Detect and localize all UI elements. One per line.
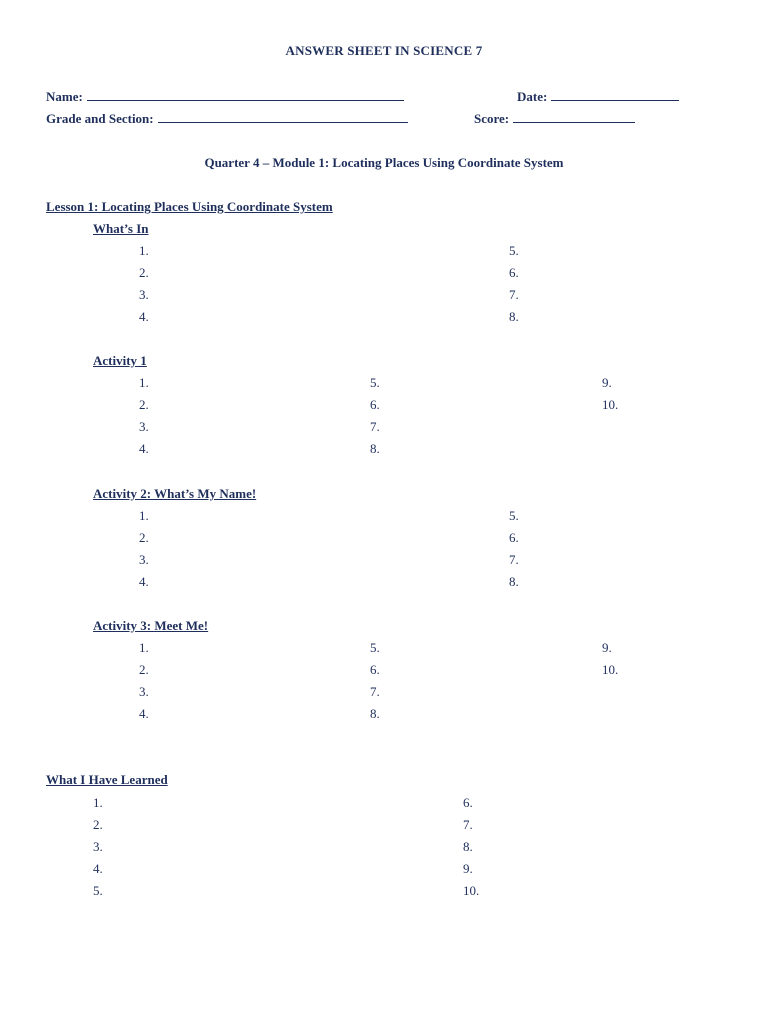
- grade-section-label: Grade and Section:: [46, 111, 154, 126]
- list-item: 3.: [93, 839, 103, 854]
- list-item: 3.: [139, 684, 149, 699]
- list-item: 5.: [509, 508, 519, 523]
- score-blank[interactable]: [513, 112, 635, 123]
- list-item: 8.: [370, 441, 380, 456]
- list-item: 9.: [602, 640, 612, 655]
- list-item: 2.: [139, 397, 149, 412]
- list-item: 5.: [93, 883, 103, 898]
- list-item: 3.: [139, 419, 149, 434]
- list-item: 6.: [509, 530, 519, 545]
- list-item: 1.: [139, 508, 149, 523]
- list-item: 1.: [139, 243, 149, 258]
- name-field[interactable]: [46, 89, 404, 105]
- score-field[interactable]: [474, 111, 635, 127]
- activity-1-heading: Activity 1: [93, 353, 147, 368]
- list-item: 7.: [370, 419, 380, 434]
- date-blank[interactable]: [551, 90, 679, 101]
- list-item: 10.: [463, 883, 480, 898]
- list-item: 4.: [93, 861, 103, 876]
- what-i-have-learned-heading: What I Have Learned: [46, 772, 168, 787]
- score-label: Score:: [474, 111, 510, 126]
- list-item: 8.: [370, 706, 380, 721]
- page-title: ANSWER SHEET IN SCIENCE 7: [285, 43, 483, 58]
- list-item: 7.: [509, 287, 519, 302]
- list-item: 7.: [370, 684, 380, 699]
- list-item: 7.: [509, 552, 519, 567]
- grade-section-blank[interactable]: [158, 112, 408, 123]
- list-item: 3.: [139, 552, 149, 567]
- list-item: 6.: [370, 662, 380, 677]
- list-item: 1.: [139, 640, 149, 655]
- activity-2-heading: Activity 2: What’s My Name!: [93, 486, 257, 501]
- list-item: 2.: [93, 817, 103, 832]
- list-item: 5.: [509, 243, 519, 258]
- list-item: 6.: [370, 397, 380, 412]
- list-item: 2.: [139, 265, 149, 280]
- list-item: 4.: [139, 309, 149, 324]
- whats-in-heading: What’s In: [93, 221, 149, 236]
- list-item: 9.: [463, 861, 473, 876]
- list-item: 1.: [93, 795, 103, 810]
- list-item: 6.: [509, 265, 519, 280]
- list-item: 5.: [370, 375, 380, 390]
- list-item: 2.: [139, 662, 149, 677]
- list-item: 4.: [139, 441, 149, 456]
- list-item: 4.: [139, 706, 149, 721]
- grade-section-field[interactable]: [46, 111, 408, 127]
- list-item: 4.: [139, 574, 149, 589]
- list-item: 2.: [139, 530, 149, 545]
- list-item: 3.: [139, 287, 149, 302]
- list-item: 5.: [370, 640, 380, 655]
- list-item: 10.: [602, 662, 619, 677]
- date-field[interactable]: [517, 89, 679, 105]
- list-item: 10.: [602, 397, 619, 412]
- list-item: 6.: [463, 795, 473, 810]
- list-item: 1.: [139, 375, 149, 390]
- list-item: 9.: [602, 375, 612, 390]
- lesson-heading: Lesson 1: Locating Places Using Coordinate System: [46, 199, 333, 214]
- list-item: 7.: [463, 817, 473, 832]
- module-subtitle: Quarter 4 – Module 1: Locating Places Using Coordinate System: [204, 155, 564, 170]
- list-item: 8.: [509, 574, 519, 589]
- list-item: 8.: [509, 309, 519, 324]
- name-label: Name:: [46, 89, 83, 104]
- activity-3-heading: Activity 3: Meet Me!: [93, 618, 209, 633]
- list-item: 8.: [463, 839, 473, 854]
- name-blank[interactable]: [87, 90, 404, 101]
- date-label: Date:: [517, 89, 548, 104]
